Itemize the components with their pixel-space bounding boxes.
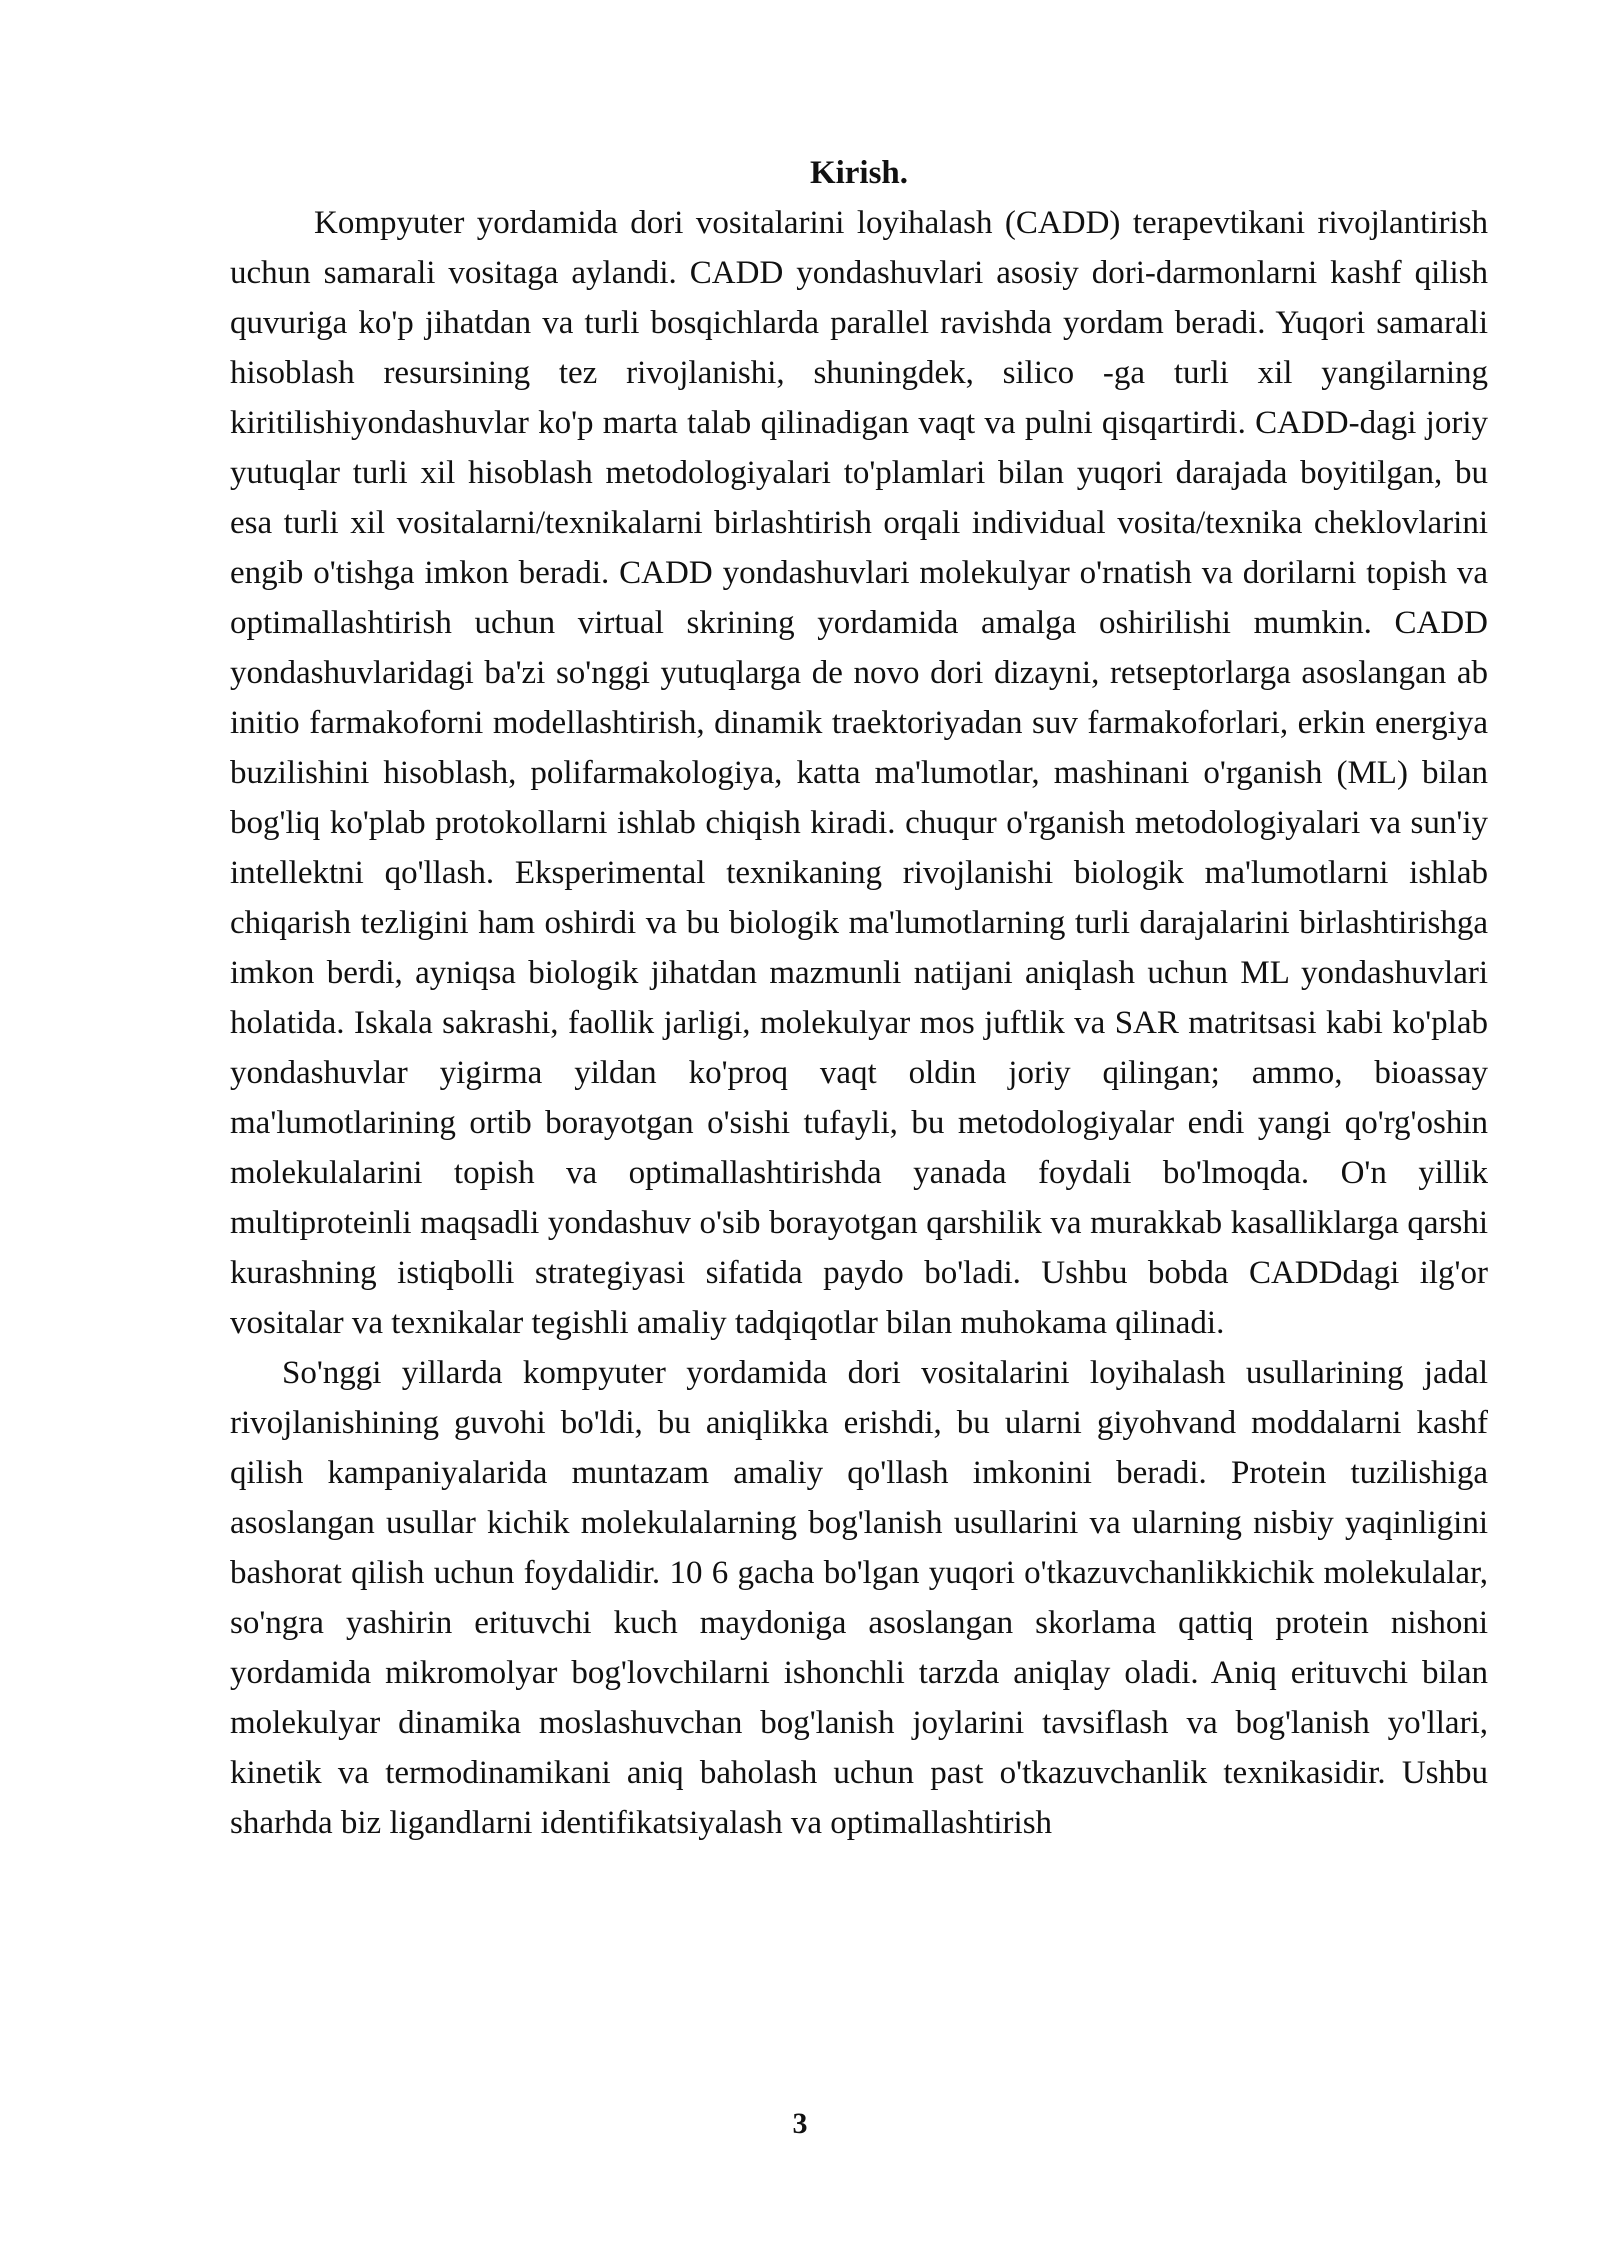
body-paragraph-2: So'nggi yillarda kompyuter yordamida dori vositalarini loyihalash usullarining jadal rivojlanishining guvohi bo'ldi, bu aniqlikka erishdi, bu ularni giyohvand moddalarni kashf qilish kampaniyalarida muntazam amaliy qo'llash imkonini beradi. Protein tuzilishiga asoslangan usullar kichik molekulalarning bog'lanish usullarini va ularning nisbiy yaqinligini bashorat qilish uchun foydalidir. 10 6 gacha bo'lgan yuqori o'tkazuvchanlikkichik molekulalar, so'ngra yashirin erituvchi kuch maydoniga asoslangan skorlama qattiq protein nishoni yordamida mikromolyar bog'lovchilarni ishonchli tarzda aniqlay oladi. Aniq erituvchi bilan molekulyar dinamika moslashuvchan bog'lanish joylarini tavsiflash va bog'lanish yo'llari, kinetik va termodinamikani aniq baholash uchun past o'tkazuvchanlik texnikasidir. Ushbu sharhda biz ligandlarni identifikatsiyalash va optimallashtirish	[230, 1355, 1488, 1841]
page-content	[230, 148, 1488, 1848]
page-number: 3	[792, 2107, 808, 2140]
section-heading: Kirish.	[809, 155, 909, 191]
body-paragraph-1: Kompyuter yordamida dori vositalarini loyihalash (CADD) terapevtikani rivojlantirish uchun samarali vositaga aylandi. CADD yondashuvlari asosiy dori-darmonlarni kashf qilish quvuriga ko'p jihatdan va turli bosqichlarda parallel ravishda yordam beradi. Yuqori samarali hisoblash resursining tez rivojlanishi, shuningdek, silico -ga turli xil yangilarning kiritilishiyondashuvlar ko'p marta talab qilinadigan vaqt va pulni qisqartirdi. CADD-dagi joriy yutuqlar turli xil hisoblash metodologiyalari to'plamlari bilan yuqori darajada boyitilgan, bu esa turli xil vositalarni/texnikalarni birlashtirish orqali individual vosita/texnika cheklovlarini engib o'tishga imkon beradi. CADD yondashuvlari molekulyar o'rnatish va dorilarni topish va optimallashtirish uchun virtual skrining yordamida amalga oshirilishi mumkin. CADD yondashuvlaridagi ba'zi so'nggi yutuqlarga de novo dori dizayni, retseptorlarga asoslangan ab initio farmakoforni modellashtirish, dinamik traektoriyadan suv farmakoforlari, erkin energiya buzilishini hisoblash, polifarmakologiya, katta ma'lumotlar, mashinani o'rganish (ML) bilan bog'liq ko'plab protokollarni ishlab chiqish kiradi. chuqur o'rganish metodologiyalari va sun'iy intellektni qo'llash. Eksperimental texnikaning rivojlanishi biologik ma'lumotlarni ishlab chiqarish tezligini ham oshirdi va bu biologik ma'lumotlarning turli darajalarini birlashtirishga imkon berdi, ayniqsa biologik jihatdan mazmunli natijani aniqlash uchun ML yondashuvlari holatida. Iskala sakrashi, faollik jarligi, molekulyar mos juftlik va SAR matritsasi kabi ko'plab yondashuvlar yigirma yildan ko'proq vaqt oldin joriy qilingan; ammo, bioassay ma'lumotlarining ortib borayotgan o'sishi tufayli, bu metodologiyalar endi yangi qo'rg'oshin molekulalarini topish va optimallashtirishda yanada foydali bo'lmoqda. O'n yillik multiproteinli maqsadli yondashuv o'sib borayotgan qarshilik va murakkab kasalliklarga qarshi kurashning istiqbolli strategiyasi sifatida paydo bo'ladi. Ushbu bobda CADDdagi ilg'or vositalar va texnikalar tegishli amaliy tadqiqotlar bilan muhokama qilinadi.	[230, 205, 1488, 1341]
